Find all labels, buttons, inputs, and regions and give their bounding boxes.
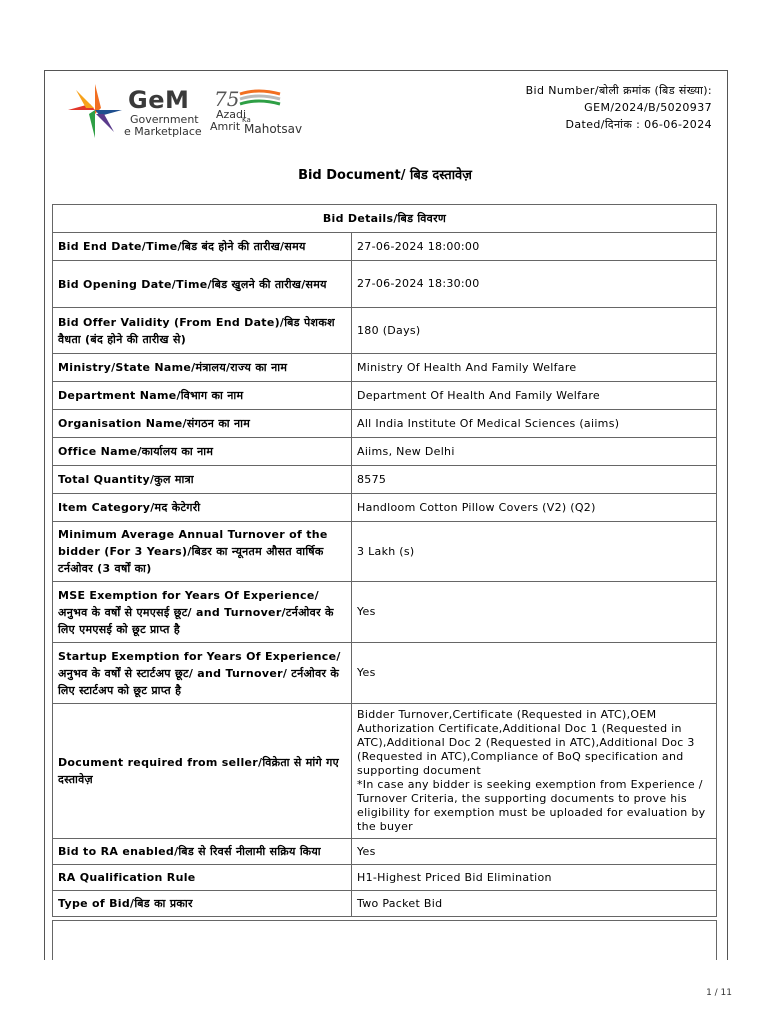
table-heading: Bid Details/बिड विवरण	[53, 205, 717, 233]
row-value: 27-06-2024 18:30:00	[352, 261, 717, 308]
row-value: Aiims, New Delhi	[352, 438, 717, 466]
table-row	[53, 308, 717, 354]
row-value: Two Packet Bid	[352, 891, 717, 917]
row-label: Office Name/कार्यालय का नाम	[53, 438, 352, 466]
azadi-logo-line2: Ka	[242, 116, 251, 124]
azadi-logo-line1: Azadi	[216, 108, 247, 121]
table-row	[53, 522, 717, 582]
row-value: Handloom Cotton Pillow Covers (V2) (Q2)	[352, 494, 717, 522]
row-value: 3 Lakh (s)	[352, 522, 717, 582]
row-label: Startup Exemption for Years Of Experience/अनुभव के वर्षों से स्टार्टअप छूट/ and Turnover/ टर्नओवर के लिए स्टार्टअप को छूट प्राप्त है	[53, 643, 352, 704]
document-title: Bid Document/ बिड दस्तावेज़	[298, 168, 472, 183]
azadi-logo-line4: Mahotsav	[244, 122, 303, 136]
azadi-logo	[208, 88, 318, 138]
row-label: RA Qualification Rule	[53, 865, 352, 891]
table-row	[53, 438, 717, 466]
bid-number-label: Bid Number/बोली क्रमांक (बिड संख्या):	[525, 84, 712, 97]
row-value: H1-Highest Priced Bid Elimination	[352, 865, 717, 891]
row-value: 8575	[352, 466, 717, 494]
table-row	[53, 261, 717, 308]
gem-logo-word: GeM	[128, 86, 190, 114]
azadi-75-icon	[214, 88, 284, 110]
row-label: Item Category/मद केटेगरी	[53, 494, 352, 522]
gem-logo-line1: Government	[130, 113, 199, 126]
table-row	[53, 354, 717, 382]
svg-text:75: 75	[214, 88, 240, 110]
row-value: Yes	[352, 582, 717, 643]
row-label: Bid Offer Validity (From End Date)/बिड पेशकश वैधता (बंद होने की तारीख से)	[53, 308, 352, 354]
table-row	[53, 466, 717, 494]
row-value	[352, 704, 717, 839]
table-row	[53, 704, 717, 839]
row-value: Yes	[352, 839, 717, 865]
row-label: Department Name/विभाग का नाम	[53, 382, 352, 410]
gem-logo-line2: e Marketplace	[124, 125, 202, 138]
table-row	[53, 582, 717, 643]
table-row	[53, 865, 717, 891]
row-value: Department Of Health And Family Welfare	[352, 382, 717, 410]
page-number: 1 / 11	[706, 988, 732, 998]
gem-star-icon	[64, 80, 126, 142]
table-row	[53, 382, 717, 410]
row-label: Ministry/State Name/मंत्रालय/राज्य का नाम	[53, 354, 352, 382]
azadi-logo-line3: Amrit	[210, 120, 241, 133]
next-section-box	[52, 920, 717, 960]
row-value: 180 (Days)	[352, 308, 717, 354]
row-value: Ministry Of Health And Family Welfare	[352, 354, 717, 382]
table-row	[53, 233, 717, 261]
table-row	[53, 410, 717, 438]
row-label: Minimum Average Annual Turnover of the bidder (For 3 Years)/बिडर का न्यूनतम औसत वार्षिक टर्नओवर (3 वर्षों का)	[53, 522, 352, 582]
table-row	[53, 494, 717, 522]
row-value: 27-06-2024 18:00:00	[352, 233, 717, 261]
row-label: Bid End Date/Time/बिड बंद होने की तारीख/समय	[53, 233, 352, 261]
row-label: Bid to RA enabled/बिड से रिवर्स नीलामी सक्रिय किया	[53, 839, 352, 865]
row-label: Type of Bid/बिड का प्रकार	[53, 891, 352, 917]
row-value: All India Institute Of Medical Sciences (aiims)	[352, 410, 717, 438]
table-row	[53, 643, 717, 704]
required-documents: Bidder Turnover,Certificate (Requested in ATC),OEM Authorization Certificate,Additional Doc 1 (Requested in ATC),Additional Doc 2 (Requested in ATC),Additional Doc 3 (Requested in ATC),Compliance of BoQ specification and supporting document	[357, 708, 695, 777]
row-label: Document required from seller/विक्रेता से मांगे गए दस्तावेज़	[53, 704, 352, 839]
table-heading-row	[53, 205, 717, 233]
row-label: Total Quantity/कुल मात्रा	[53, 466, 352, 494]
bid-date: Dated/दिनांक : 06-06-2024	[565, 118, 712, 131]
table-row	[53, 839, 717, 865]
bid-details-table	[52, 204, 717, 917]
row-label: MSE Exemption for Years Of Experience/अनुभव के वर्षों से एमएसई छूट/ and Turnover/टर्नओवर के लिए एमएसई को छूट प्राप्त है	[53, 582, 352, 643]
row-label: Organisation Name/संगठन का नाम	[53, 410, 352, 438]
gem-logo	[64, 80, 204, 140]
bid-number: GEM/2024/B/5020937	[584, 101, 712, 114]
row-label: Bid Opening Date/Time/बिड खुलने की तारीख/समय	[53, 261, 352, 308]
exemption-note: *In case any bidder is seeking exemption from Experience / Turnover Criteria, the supporting documents to prove his eligibility for exemption must be uploaded for evaluation by the buyer	[357, 778, 706, 833]
row-value: Yes	[352, 643, 717, 704]
bid-meta	[526, 82, 712, 133]
table-row	[53, 891, 717, 917]
